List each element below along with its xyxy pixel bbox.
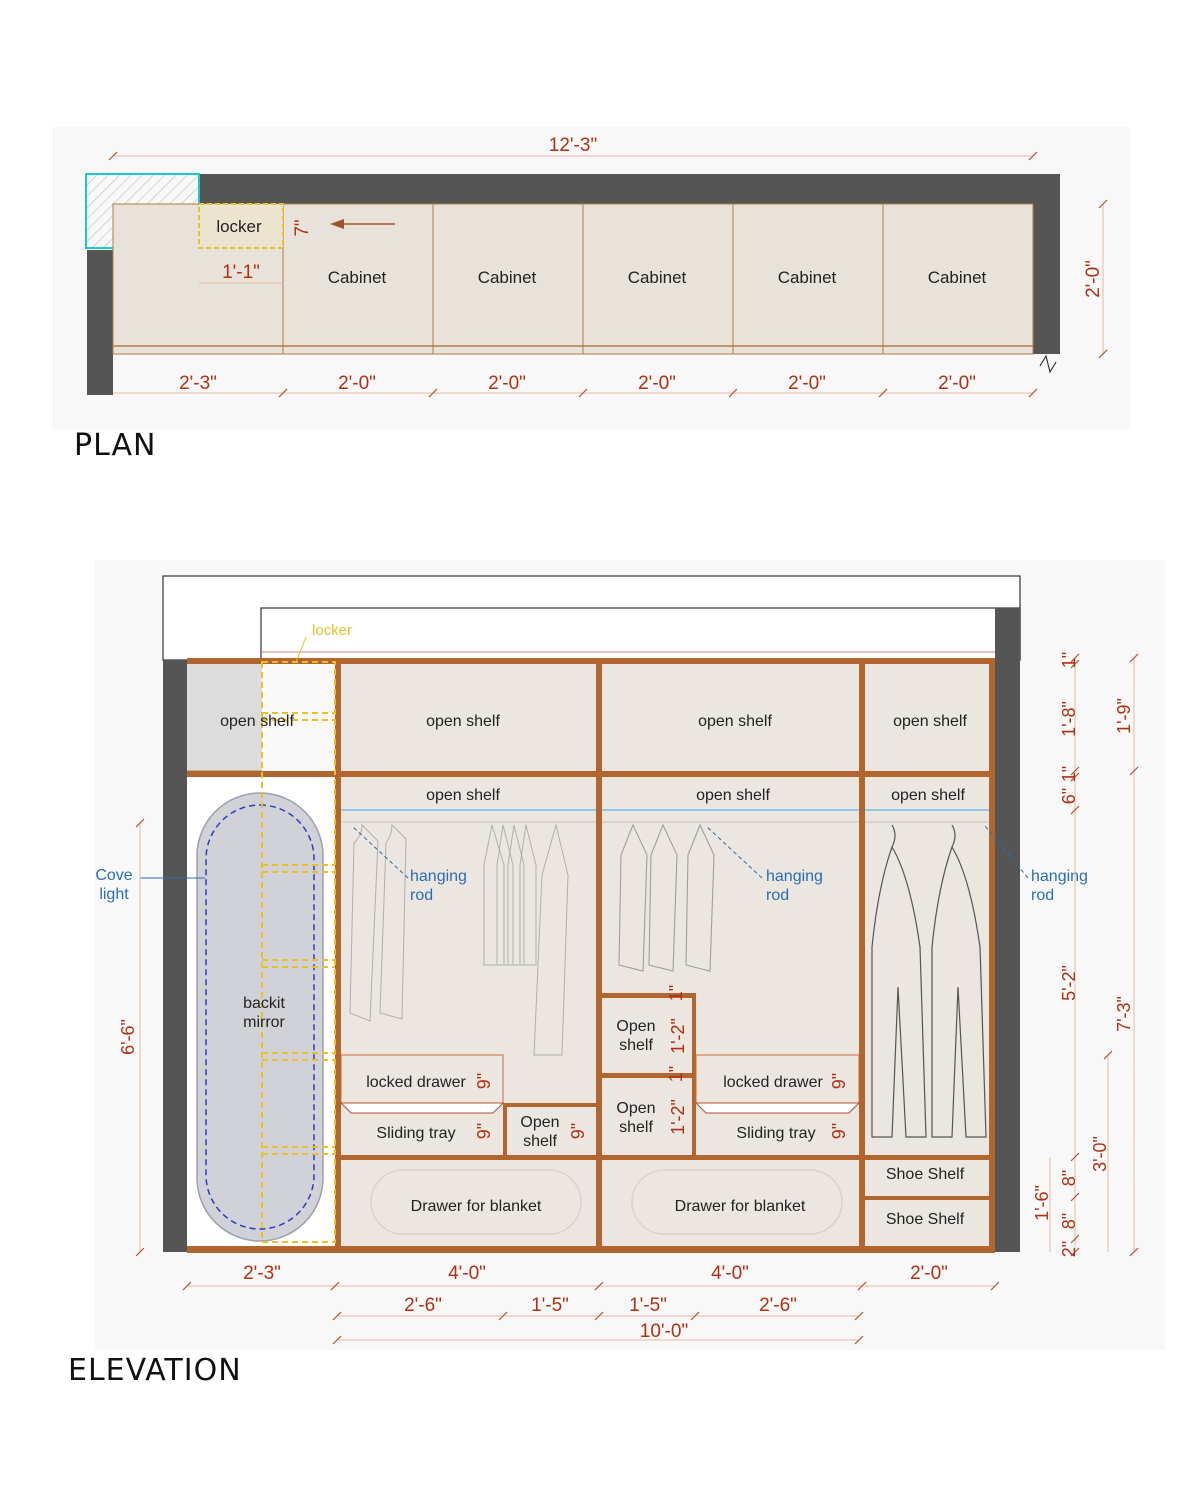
plan-cabinet-label: Cabinet <box>477 268 537 287</box>
shoe-shelf-board <box>865 1196 993 1200</box>
plan-locker-width: 1'-1" <box>222 262 260 283</box>
plan-bottom-dim: 2'-3" <box>179 373 217 394</box>
hanging-rod-label: hanging rod <box>766 868 823 904</box>
mid-partition <box>596 658 602 1252</box>
drawer-top-board <box>337 1155 993 1160</box>
right-dim-inner: 5'-2" <box>1059 965 1079 1001</box>
plan-left-wall <box>87 250 113 395</box>
inner-dim: 1'-2" <box>668 1018 688 1054</box>
plan-bottom-dim: 2'-0" <box>938 373 976 394</box>
shoe-shelf-label: Shoe Shelf <box>885 1211 965 1228</box>
plan-bottom-dim: 2'-0" <box>638 373 676 394</box>
open-shelf-small-label: Open shelf <box>616 1100 656 1136</box>
inner-dim: 1" <box>666 1065 686 1083</box>
small-shelf-side <box>503 1103 507 1158</box>
right-dim-outer: 3'-0" <box>1090 1136 1110 1172</box>
right-dim-inner: 2" <box>1059 1240 1079 1258</box>
inner-dim: 1'-2" <box>668 1099 688 1135</box>
plan-bottom-dim: 2'-0" <box>488 373 526 394</box>
plan-title: PLAN <box>74 428 157 463</box>
small-shelf-top <box>503 1103 596 1107</box>
cove-light-label: Cove light <box>95 867 133 903</box>
inner-dim: 1" <box>666 984 686 1002</box>
bottom-board <box>187 1246 995 1253</box>
plan-overall-width: 12'-3" <box>548 135 598 156</box>
bottom-dim: 4'-0" <box>448 1263 486 1284</box>
plan-bottom-dim: 2'-0" <box>338 373 376 394</box>
open-shelf-label: open shelf <box>893 713 967 730</box>
open-shelf-side <box>692 993 696 1157</box>
end-panel <box>989 658 995 1252</box>
plan-locker-label: locker <box>216 217 262 236</box>
plan-right-wall <box>1033 174 1060 354</box>
wardrobe-body <box>337 662 993 1250</box>
hanging-rod-label: hanging rod <box>410 868 467 904</box>
bottom-dim: 1'-5" <box>531 1295 569 1316</box>
shoe-shelf-label: Shoe Shelf <box>885 1166 965 1183</box>
plan-cabinet-label: Cabinet <box>927 268 987 287</box>
plan-view <box>52 127 1130 463</box>
inner-dim: 9" <box>568 1122 588 1140</box>
open-shelf-label: open shelf <box>220 713 294 730</box>
plan-locker-depth: 7" <box>292 219 313 237</box>
backit-mirror-label: backit mirror <box>243 995 285 1031</box>
right-dim-outer: 1'-9" <box>1114 698 1134 734</box>
elevation-locker-label: locker <box>312 622 353 639</box>
drawer-blanket-label: Drawer for blanket <box>410 1198 542 1215</box>
plan-depth: 2'-0" <box>1083 260 1104 298</box>
sliding-tray-right <box>696 1103 859 1113</box>
elevation-title: ELEVATION <box>68 1353 242 1388</box>
right-dim-inner: 6" <box>1059 787 1079 805</box>
bottom-dim: 2'-6" <box>404 1295 442 1316</box>
elevation-right-wall <box>995 608 1020 1252</box>
bottom-dim: 2'-3" <box>243 1263 281 1284</box>
bottom-dim: 2'-6" <box>759 1295 797 1316</box>
sliding-tray-left <box>341 1103 503 1113</box>
bottom-total-dim: 10'-0" <box>639 1321 689 1342</box>
open-shelf-small-label: Open shelf <box>520 1114 560 1150</box>
bottom-dim: 4'-0" <box>711 1263 749 1284</box>
plan-cabinet-label: Cabinet <box>777 268 837 287</box>
plan-bottom-dim: 2'-0" <box>788 373 826 394</box>
plan-cabinet-label: Cabinet <box>627 268 687 287</box>
plan-cabinet-label: Cabinet <box>327 268 387 287</box>
right-dim-inner: 8" <box>1059 1212 1079 1230</box>
right-dim-inner: 1" <box>1059 765 1079 783</box>
right-partition <box>859 658 865 1252</box>
elevation-left-wall <box>163 660 187 1252</box>
drawer-blanket-label: Drawer for blanket <box>674 1198 806 1215</box>
inner-dim: 9" <box>829 1072 849 1090</box>
right-dim-inner: 1" <box>1059 651 1079 669</box>
sliding-tray-label: Sliding tray <box>376 1125 456 1142</box>
top-board <box>187 658 995 664</box>
open-shelf-label: open shelf <box>698 713 772 730</box>
right-dim-inner: 8" <box>1059 1169 1079 1187</box>
plan-back-wall <box>199 174 1060 204</box>
bottom-dim: 1'-5" <box>629 1295 667 1316</box>
open-shelf-label: open shelf <box>696 787 770 804</box>
inner-dim: 9" <box>474 1122 494 1140</box>
hanging-rod-label: hanging rod <box>1031 868 1088 904</box>
inner-dim: 9" <box>474 1072 494 1090</box>
open-shelf-label: open shelf <box>891 787 965 804</box>
right-dim-outer: 7'-3" <box>1114 996 1134 1032</box>
open-shelf-label: open shelf <box>426 787 500 804</box>
locked-drawer-label: locked drawer <box>366 1074 466 1091</box>
upper-shelf-board <box>187 771 995 777</box>
sliding-tray-label: Sliding tray <box>736 1125 816 1142</box>
right-dim-mid: 1'-6" <box>1032 1185 1052 1221</box>
bottom-dim: 2'-0" <box>910 1263 948 1284</box>
left-height-dim: 6'-6" <box>118 1019 138 1055</box>
locked-drawer-label: locked drawer <box>723 1074 823 1091</box>
open-shelf-small-label: Open shelf <box>616 1018 656 1054</box>
inner-dim: 9" <box>829 1122 849 1140</box>
open-shelf-label: open shelf <box>426 713 500 730</box>
elevation-view <box>68 560 1165 1388</box>
right-dim-inner: 1'-8" <box>1059 701 1079 737</box>
